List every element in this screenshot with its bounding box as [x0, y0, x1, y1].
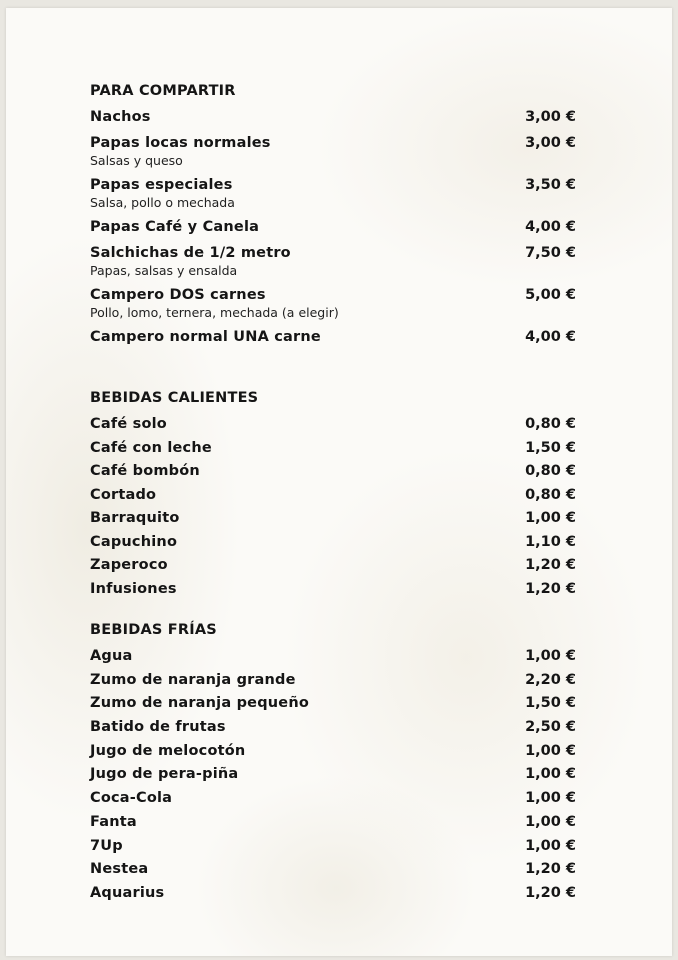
item-price: 7,50 € — [525, 245, 576, 261]
item-name: Nachos — [90, 109, 151, 125]
item-name: Jugo de pera-piña — [90, 766, 239, 783]
item-name: Batido de frutas — [90, 719, 226, 736]
menu-item — [90, 176, 590, 210]
menu-page — [6, 8, 672, 956]
section-bebidas-calientes — [90, 389, 590, 603]
item-name: Aquarius — [90, 884, 165, 901]
item-name: Infusiones — [90, 580, 177, 597]
item-name: Zaperoco — [90, 557, 168, 573]
item-description: Papas, salsas y ensalda — [90, 263, 238, 278]
menu-item — [90, 533, 590, 557]
menu-item — [90, 813, 590, 837]
menu-item — [90, 742, 590, 766]
menu-item — [90, 415, 590, 439]
menu-item — [90, 108, 590, 126]
menu-item — [90, 765, 590, 789]
section-para-compartir — [90, 82, 590, 354]
item-name: Café con leche — [90, 439, 212, 456]
item-name: Cortado — [90, 486, 157, 503]
item-price: 1,20 € — [525, 861, 576, 878]
item-price: 3,50 € — [525, 177, 576, 193]
menu-item — [90, 671, 590, 695]
item-name: Capuchino — [90, 533, 178, 550]
item-name: Agua — [90, 648, 133, 664]
item-price: 1,20 € — [525, 884, 576, 901]
item-price: 3,00 € — [525, 135, 576, 151]
item-price: 5,00 € — [525, 287, 576, 303]
item-price: 1,50 € — [525, 439, 576, 456]
item-price: 1,00 € — [525, 837, 576, 854]
item-price: 1,20 € — [525, 580, 576, 597]
item-name: Zumo de naranja grande — [90, 671, 296, 688]
section-title: PARA COMPARTIR — [90, 83, 236, 99]
menu-item — [90, 718, 590, 742]
item-name: Jugo de melocotón — [90, 742, 246, 759]
menu-item — [90, 556, 590, 580]
item-description: Pollo, lomo, ternera, mechada (a elegir) — [90, 305, 339, 320]
item-price: 1,10 € — [525, 533, 576, 550]
item-name: 7Up — [90, 837, 123, 854]
menu-item — [90, 486, 590, 510]
item-price: 0,80 € — [525, 463, 576, 479]
item-name: Fanta — [90, 813, 137, 830]
item-price: 4,00 € — [525, 329, 576, 345]
item-price: 1,00 € — [525, 510, 576, 526]
item-name: Café bombón — [90, 463, 200, 479]
menu-item — [90, 860, 590, 884]
item-name: Papas locas normales — [90, 135, 271, 151]
item-name: Papas Café y Canela — [90, 219, 260, 235]
item-name: Campero normal UNA carne — [90, 329, 321, 345]
item-price: 1,50 € — [525, 695, 576, 712]
item-price: 1,00 € — [525, 742, 576, 759]
item-name: Papas especiales — [90, 177, 233, 193]
item-description: Salsa, pollo o mechada — [90, 195, 235, 210]
section-title: BEBIDAS CALIENTES — [90, 390, 259, 406]
item-description: Salsas y queso — [90, 153, 183, 168]
item-price: 4,00 € — [525, 219, 576, 235]
item-price: 0,80 € — [525, 416, 576, 432]
item-price: 1,00 € — [525, 766, 576, 783]
item-name: Coca-Cola — [90, 790, 173, 807]
menu-item — [90, 789, 590, 813]
menu-item — [90, 837, 590, 861]
item-price: 3,00 € — [525, 109, 576, 125]
item-price: 2,50 € — [525, 719, 576, 736]
menu-item — [90, 509, 590, 533]
menu-item — [90, 286, 590, 320]
item-name: Barraquito — [90, 510, 180, 526]
item-price: 0,80 € — [525, 486, 576, 503]
section-title: BEBIDAS FRÍAS — [90, 622, 217, 638]
menu-item — [90, 134, 590, 168]
menu-item — [90, 580, 590, 604]
item-name: Zumo de naranja pequeño — [90, 695, 310, 712]
menu-item — [90, 244, 590, 278]
menu-item — [90, 884, 590, 908]
item-name: Campero DOS carnes — [90, 287, 266, 303]
item-price: 1,00 € — [525, 813, 576, 830]
item-price: 2,20 € — [525, 671, 576, 688]
item-price: 1,00 € — [525, 648, 576, 664]
item-name: Café solo — [90, 416, 167, 432]
section-bebidas-frias — [90, 621, 590, 908]
item-price: 1,20 € — [525, 557, 576, 573]
item-name: Nestea — [90, 861, 149, 878]
menu-item — [90, 647, 590, 671]
menu-item — [90, 462, 590, 486]
menu-item — [90, 328, 590, 346]
item-name: Salchichas de 1/2 metro — [90, 245, 291, 261]
menu-item — [90, 439, 590, 463]
menu-item — [90, 694, 590, 718]
item-price: 1,00 € — [525, 790, 576, 807]
menu-item — [90, 218, 590, 236]
